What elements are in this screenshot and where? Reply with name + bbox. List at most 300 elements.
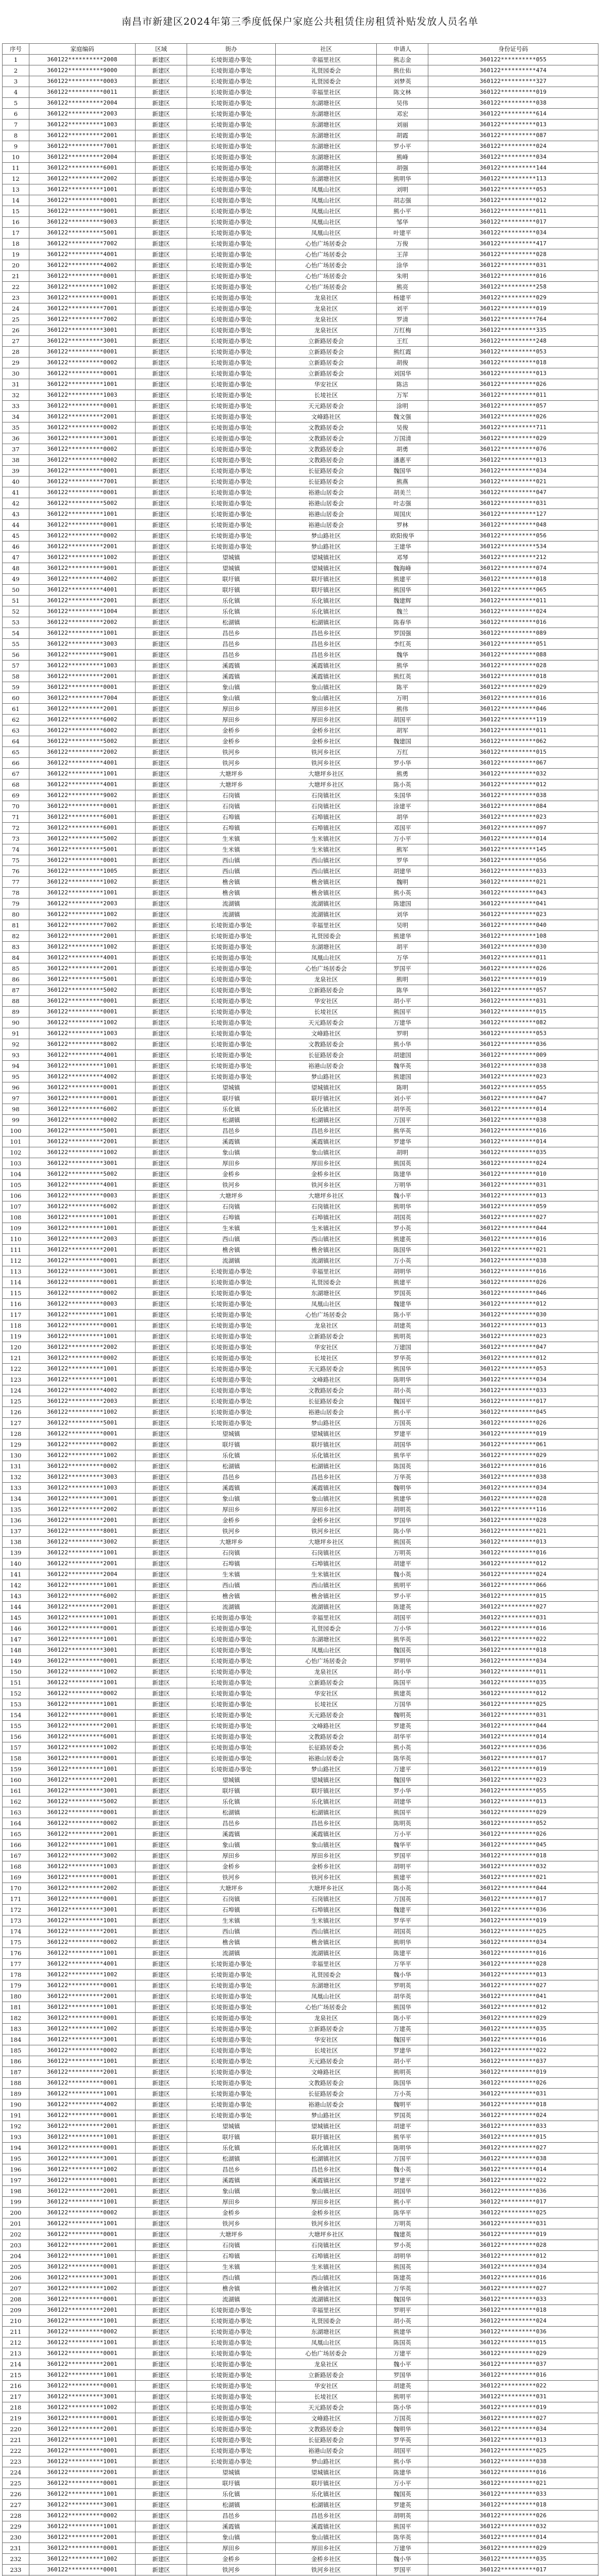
cell-applicant: 邹华 — [377, 217, 428, 228]
cell-id-number: 360122**********258 — [428, 282, 598, 293]
cell-index: 92 — [3, 1039, 29, 1050]
cell-community: 裕港山居委会 — [276, 1407, 377, 1418]
cell-community: 樵舍镇社区 — [276, 877, 377, 888]
cell-family-code: 360122**********3001 — [29, 1494, 136, 1504]
cell-family-code — [29, 2575, 136, 2576]
cell-community: 龙泉社区 — [276, 974, 377, 985]
cell-district: 新建区 — [136, 2121, 187, 2132]
cell-subdistrict: 象山镇 — [187, 2532, 276, 2543]
cell-family-code: 360122**********3002 — [29, 1537, 136, 1548]
cell-district: 新建区 — [136, 1234, 187, 1245]
cell-index: 119 — [3, 1331, 29, 1342]
table-row — [3, 1396, 598, 1407]
cell-district: 新建区 — [136, 2511, 187, 2521]
cell-district: 新建区 — [136, 996, 187, 1007]
cell-applicant: 魏小平 — [377, 1191, 428, 1201]
cell-applicant: 万小英 — [377, 2089, 428, 2099]
cell-id-number: 360122**********028 — [428, 1494, 598, 1504]
table-row — [3, 1742, 598, 1753]
table-row — [3, 2208, 598, 2218]
cell-id-number: 360122**********015 — [428, 1591, 598, 1602]
cell-index: 153 — [3, 1699, 29, 1710]
cell-community: 梦山路社区 — [276, 541, 377, 552]
cell-community: 东湖塘社区 — [276, 942, 377, 953]
cell-community: 龙泉社区 — [276, 314, 377, 325]
cell-id-number: 360122**********016 — [428, 2273, 598, 2283]
cell-applicant: 李红英 — [377, 639, 428, 650]
cell-index: 233 — [3, 2565, 29, 2575]
cell-community: 凤凰山社区 — [276, 953, 377, 963]
cell-id-number: 360122**********015 — [428, 2337, 598, 2348]
cell-index: 49 — [3, 574, 29, 585]
cell-applicant: 朱国华 — [377, 790, 428, 801]
cell-index: 134 — [3, 1494, 29, 1504]
cell-id-number: 360122**********024 — [428, 2316, 598, 2327]
cell-district: 新建区 — [136, 1450, 187, 1461]
cell-index: 77 — [3, 877, 29, 888]
table-row — [3, 2392, 598, 2402]
cell-family-code: 360122**********6001 — [29, 823, 136, 834]
cell-applicant: 罗建英 — [377, 2500, 428, 2511]
cell-community: 裕港山居委会 — [276, 509, 377, 520]
cell-index: 19 — [3, 249, 29, 260]
cell-subdistrict: 长堎街道办事处 — [187, 1970, 276, 1980]
cell-subdistrict: 长堎街道办事处 — [187, 466, 276, 477]
cell-district: 新建区 — [136, 2035, 187, 2045]
cell-family-code: 360122**********8002 — [29, 1039, 136, 1050]
cell-index: 96 — [3, 1082, 29, 1093]
cell-index: 216 — [3, 2381, 29, 2392]
cell-applicant: 罗华英 — [377, 2435, 428, 2446]
cell-index: 201 — [3, 2218, 29, 2229]
cell-id-number: 360122**********029 — [428, 2348, 598, 2359]
cell-district: 新建区 — [136, 2067, 187, 2078]
cell-id-number: 360122**********016 — [428, 1126, 598, 1137]
cell-index: 81 — [3, 920, 29, 931]
cell-family-code: 360122**********1001 — [29, 1548, 136, 1558]
cell-family-code: 360122**********1001 — [29, 1212, 136, 1223]
cell-subdistrict: 生米镇 — [187, 1223, 276, 1234]
cell-index: 174 — [3, 1926, 29, 1937]
cell-family-code: 360122**********2001 — [29, 1602, 136, 1613]
cell-district: 新建区 — [136, 2164, 187, 2175]
cell-family-code: 360122**********1001 — [29, 1613, 136, 1623]
cell-subdistrict: 长堎街道办事处 — [187, 2446, 276, 2456]
cell-id-number: 360122**********031 — [428, 2089, 598, 2099]
cell-community: 生米镇社区 — [276, 1916, 377, 1926]
cell-id-number: 360122**********016 — [428, 1461, 598, 1472]
cell-index: 95 — [3, 1072, 29, 1082]
cell-applicant: 罗建华 — [377, 2045, 428, 2056]
cell-index: 129 — [3, 1439, 29, 1450]
table-row — [3, 1591, 598, 1602]
cell-index: 210 — [3, 2316, 29, 2327]
cell-id-number: 360122**********033 — [428, 866, 598, 877]
cell-id-number: 360122**********025 — [428, 2208, 598, 2218]
cell-id-number: 360122**********018 — [428, 2099, 598, 2110]
cell-district: 新建区 — [136, 2132, 187, 2143]
cell-community: 裕港山居委会 — [276, 2099, 377, 2110]
cell-subdistrict: 长堎街道办事处 — [187, 1028, 276, 1039]
table-row — [3, 628, 598, 639]
cell-applicant: 罗华 — [377, 855, 428, 866]
cell-id-number: 360122**********764 — [428, 314, 598, 325]
table-row — [3, 1429, 598, 1439]
cell-family-code: 360122**********0001 — [29, 1093, 136, 1104]
cell-id-number: 360122**********019 — [428, 1916, 598, 1926]
cell-applicant: 熊国华 — [377, 1364, 428, 1375]
table-row — [3, 1212, 598, 1223]
cell-subdistrict: 长堎街道办事处 — [187, 2381, 276, 2392]
cell-subdistrict: 长堎街道办事处 — [187, 1407, 276, 1418]
cell-index: 30 — [3, 368, 29, 379]
cell-id-number: 360122**********065 — [428, 585, 598, 596]
cell-family-code: 360122**********2001 — [29, 1558, 136, 1569]
table-row — [3, 660, 598, 671]
table-row — [3, 1797, 598, 1807]
cell-subdistrict: 长堎街道办事处 — [187, 1645, 276, 1656]
cell-subdistrict: 昌邑乡 — [187, 2511, 276, 2521]
cell-subdistrict: 联圩镇 — [187, 2478, 276, 2489]
cell-id-number: 360122**********016 — [428, 693, 598, 704]
table-row — [3, 1623, 598, 1634]
cell-applicant: 胡建平 — [377, 2121, 428, 2132]
cell-district: 新建区 — [136, 401, 187, 412]
cell-district: 新建区 — [136, 1667, 187, 1677]
cell-community: 石埠镇社区 — [276, 1558, 377, 1569]
cell-district: 新建区 — [136, 509, 187, 520]
table-row — [3, 2532, 598, 2543]
cell-community: 心怡广场居委会 — [276, 2348, 377, 2359]
cell-community: 东湖塘社区 — [276, 152, 377, 163]
cell-community: 樵舍镇社区 — [276, 1591, 377, 1602]
cell-applicant: 陈明华 — [377, 1375, 428, 1385]
table-row — [3, 2024, 598, 2035]
cell-index: 83 — [3, 942, 29, 953]
cell-district: 新建区 — [136, 2359, 187, 2370]
cell-district: 新建区 — [136, 823, 187, 834]
cell-index: 231 — [3, 2543, 29, 2554]
table-row — [3, 433, 598, 444]
table-row — [3, 2478, 598, 2489]
cell-id-number: 360122**********038 — [428, 1115, 598, 1126]
cell-id-number: 360122**********036 — [428, 1039, 598, 1050]
cell-index: 229 — [3, 2521, 29, 2532]
cell-community: 长堎社区 — [276, 1353, 377, 1364]
cell-subdistrict: 长堎街道办事处 — [187, 141, 276, 152]
cell-id-number: 360122**********074 — [428, 563, 598, 574]
cell-id-number: 360122**********027 — [428, 2413, 598, 2424]
cell-family-code: 360122**********1001 — [29, 1948, 136, 1959]
cell-family-code: 360122**********1001 — [29, 2056, 136, 2067]
cell-district: 新建区 — [136, 1201, 187, 1212]
cell-district: 新建区 — [136, 1180, 187, 1191]
cell-community: 长征路居委会 — [276, 477, 377, 487]
cell-family-code: 360122**********0011 — [29, 87, 136, 98]
cell-district: 新建区 — [136, 2110, 187, 2121]
cell-subdistrict: 长堎街道办事处 — [187, 206, 276, 217]
cell-subdistrict: 长堎街道办事处 — [187, 2067, 276, 2078]
cell-family-code: 360122**********1001 — [29, 2316, 136, 2327]
cell-community: 厚田乡社区 — [276, 1504, 377, 1515]
cell-family-code: 360122**********0001 — [29, 2110, 136, 2121]
cell-applicant: 陈华 — [377, 985, 428, 996]
table-row — [3, 2035, 598, 2045]
cell-index: 82 — [3, 931, 29, 942]
cell-applicant: 熊仕佑 — [377, 65, 428, 76]
cell-id-number: 360122**********028 — [428, 1959, 598, 1970]
cell-index: 215 — [3, 2370, 29, 2381]
cell-subdistrict: 长堎街道办事处 — [187, 260, 276, 271]
cell-index: 165 — [3, 1829, 29, 1840]
table-row — [3, 1959, 598, 1970]
cell-family-code: 360122**********3001 — [29, 433, 136, 444]
cell-id-number: 360122**********010 — [428, 1169, 598, 1180]
cell-index: 75 — [3, 855, 29, 866]
cell-family-code: 360122**********0001 — [29, 1429, 136, 1439]
cell-index: 135 — [3, 1504, 29, 1515]
cell-district: 新建区 — [136, 1310, 187, 1320]
table-row — [3, 1861, 598, 1872]
cell-family-code: 360122**********1001 — [29, 2370, 136, 2381]
cell-id-number: 360122**********045 — [428, 1407, 598, 1418]
cell-id-number: 360122**********013 — [428, 1537, 598, 1548]
cell-district: 新建区 — [136, 779, 187, 790]
cell-subdistrict: 长堎街道办事处 — [187, 55, 276, 65]
cell-district: 新建区 — [136, 2435, 187, 2446]
cell-applicant: 熊小英 — [377, 1742, 428, 1753]
table-row — [3, 1277, 598, 1288]
cell-id-number: 360122**********061 — [428, 1439, 598, 1450]
cell-applicant: 陈建华 — [377, 1169, 428, 1180]
cell-index: 5 — [3, 98, 29, 109]
cell-community: 松湖镇社区 — [276, 617, 377, 628]
cell-district: 新建区 — [136, 1461, 187, 1472]
cell-id-number: 360122**********037 — [428, 2056, 598, 2067]
cell-id-number: 360122**********013 — [428, 1797, 598, 1807]
cell-id-number: 360122**********046 — [428, 1288, 598, 1299]
cell-subdistrict: 金桥乡 — [187, 725, 276, 736]
cell-community: 华安社区 — [276, 2381, 377, 2392]
table-row — [3, 942, 598, 953]
cell-district: 新建区 — [136, 141, 187, 152]
cell-family-code: 360122**********1002 — [29, 877, 136, 888]
cell-family-code: 360122**********0002 — [29, 444, 136, 455]
cell-family-code: 360122**********2001 — [29, 2424, 136, 2435]
cell-community: 心怡广场居委会 — [276, 2002, 377, 2013]
cell-community: 金桥乡社区 — [276, 736, 377, 747]
cell-applicant: 陈小英 — [377, 1883, 428, 1894]
cell-community: 松湖镇社区 — [276, 2500, 377, 2511]
cell-subdistrict: 象山镇 — [187, 693, 276, 704]
cell-subdistrict: 长堎街道办事处 — [187, 509, 276, 520]
cell-subdistrict: 铁河乡 — [187, 1180, 276, 1191]
cell-community: 厚田乡社区 — [276, 2543, 377, 2554]
cell-id-number: 360122**********027 — [428, 1602, 598, 1613]
cell-family-code: 360122**********3001 — [29, 325, 136, 336]
cell-community: 联圩镇社区 — [276, 1439, 377, 1450]
cell-community: 心怡广场居委会 — [276, 271, 377, 282]
cell-district: 新建区 — [136, 639, 187, 650]
cell-subdistrict: 长堎街道办事处 — [187, 2056, 276, 2067]
cell-family-code: 360122**********1001 — [29, 1916, 136, 1926]
cell-index: 22 — [3, 282, 29, 293]
cell-district: 新建区 — [136, 239, 187, 249]
table-row — [3, 2327, 598, 2337]
cell-id-number: 360122**********034 — [428, 2424, 598, 2435]
cell-id-number: 360122**********016 — [428, 1548, 598, 1558]
cell-subdistrict: 厚田乡 — [187, 2197, 276, 2208]
cell-id-number: 360122**********011 — [428, 390, 598, 401]
cell-district: 新建区 — [136, 552, 187, 563]
cell-district: 新建区 — [136, 2251, 187, 2262]
table-row — [3, 1147, 598, 1158]
cell-subdistrict: 松湖镇 — [187, 617, 276, 628]
cell-family-code: 360122**********0001 — [29, 2143, 136, 2154]
cell-applicant: 陈文林 — [377, 87, 428, 98]
table-row — [3, 2251, 598, 2262]
cell-community: 长堎社区 — [276, 390, 377, 401]
cell-applicant: 熊红霞 — [377, 347, 428, 358]
table-row — [3, 541, 598, 552]
cell-id-number: 360122**********019 — [428, 1764, 598, 1775]
cell-id-number: 360122**********031 — [428, 498, 598, 509]
table-row — [3, 2521, 598, 2532]
cell-id-number: 360122**********087 — [428, 130, 598, 141]
cell-subdistrict: 长堎街道办事处 — [187, 920, 276, 931]
cell-community: 文峰路社区 — [276, 1721, 377, 1732]
cell-applicant: 魏明华 — [377, 1483, 428, 1494]
cell-community: 心怡广场居委会 — [276, 963, 377, 974]
cell-family-code: 360122**********1001 — [29, 1580, 136, 1591]
cell-index: 120 — [3, 1342, 29, 1353]
cell-district: 新建区 — [136, 1688, 187, 1699]
cell-community: 梦山路社区 — [276, 1072, 377, 1082]
cell-index: 11 — [3, 163, 29, 174]
cell-family-code: 360122**********0001 — [29, 2348, 136, 2359]
cell-community: 望城镇社区 — [276, 2121, 377, 2132]
cell-family-code: 360122**********2001 — [29, 1829, 136, 1840]
cell-subdistrict: 长堎街道办事处 — [187, 2045, 276, 2056]
cell-family-code: 360122**********1001 — [29, 379, 136, 390]
cell-index: 21 — [3, 271, 29, 282]
cell-index: 170 — [3, 1883, 29, 1894]
cell-id-number: 360122**********012 — [428, 1688, 598, 1699]
table-row — [3, 531, 598, 541]
cell-index: 127 — [3, 1418, 29, 1429]
table-row — [3, 877, 598, 888]
table-row — [3, 1851, 598, 1861]
cell-community: 裕港山居委会 — [276, 1061, 377, 1072]
cell-index: 150 — [3, 1667, 29, 1677]
table-row — [3, 314, 598, 325]
cell-applicant: 熊伟 — [377, 704, 428, 715]
cell-community: 生米镇社区 — [276, 1223, 377, 1234]
cell-family-code: 360122**********0002 — [29, 2045, 136, 2056]
cell-id-number: 360122**********024 — [428, 1569, 598, 1580]
cell-subdistrict: 松湖镇 — [187, 2500, 276, 2511]
cell-district: 新建区 — [136, 2175, 187, 2186]
cell-district: 新建区 — [136, 87, 187, 98]
cell-subdistrict: 铁河乡 — [187, 758, 276, 769]
cell-family-code: 360122**********0001 — [29, 2478, 136, 2489]
cell-community: 厚田乡社区 — [276, 2197, 377, 2208]
cell-community: 长征路居委会 — [276, 2089, 377, 2099]
cell-community: 东湖塘社区 — [276, 163, 377, 174]
table-row — [3, 1677, 598, 1688]
cell-district: 新建区 — [136, 1126, 187, 1137]
cell-community: 长堎社区 — [276, 2045, 377, 2056]
cell-index: 160 — [3, 1775, 29, 1786]
cell-family-code: 360122**********0001 — [29, 2294, 136, 2305]
table-row — [3, 606, 598, 617]
cell-id-number: 360122**********017 — [428, 2565, 598, 2575]
cell-district: 新建区 — [136, 184, 187, 195]
cell-family-code: 360122**********2001 — [29, 2467, 136, 2478]
table-row — [3, 65, 598, 76]
cell-applicant: 魏建英 — [377, 2229, 428, 2240]
cell-family-code: 360122**********6001 — [29, 163, 136, 174]
cell-family-code: 360122**********9001 — [29, 563, 136, 574]
cell-applicant: 万建华 — [377, 1018, 428, 1028]
cell-id-number: 360122**********013 — [428, 368, 598, 379]
table-row — [3, 163, 598, 174]
cell-family-code: 360122**********5001 — [29, 228, 136, 239]
cell-index: 139 — [3, 1548, 29, 1558]
cell-applicant: 陈华英 — [377, 1753, 428, 1764]
cell-subdistrict: 长堎街道办事处 — [187, 2024, 276, 2035]
cell-index: 181 — [3, 2002, 29, 2013]
cell-subdistrict: 乐化镇 — [187, 2489, 276, 2500]
cell-family-code: 360122**********4001 — [29, 249, 136, 260]
cell-community: 石埠镇社区 — [276, 812, 377, 823]
cell-subdistrict: 厚田乡 — [187, 704, 276, 715]
table-row — [3, 1375, 598, 1385]
table-row — [3, 1256, 598, 1266]
cell-index: 64 — [3, 736, 29, 747]
cell-subdistrict: 联圩镇 — [187, 1786, 276, 1797]
cell-community: 心怡广场居委会 — [276, 282, 377, 293]
cell-community: 象山镇社区 — [276, 1494, 377, 1504]
cell-community: 联圩镇社区 — [276, 1093, 377, 1104]
cell-community: 文教路居委会 — [276, 433, 377, 444]
cell-subdistrict: 生米镇 — [187, 1916, 276, 1926]
cell-district: 新建区 — [136, 1926, 187, 1937]
table-row — [3, 1115, 598, 1126]
cell-index: 225 — [3, 2478, 29, 2489]
cell-district: 新建区 — [136, 2402, 187, 2413]
cell-district: 新建区 — [136, 1147, 187, 1158]
cell-family-code: 360122**********1003 — [29, 1483, 136, 1494]
cell-id-number: 360122**********016 — [428, 1948, 598, 1959]
cell-subdistrict: 长堎街道办事处 — [187, 98, 276, 109]
cell-community: 文峰路社区 — [276, 412, 377, 422]
cell-id-number: 360122**********014 — [428, 2164, 598, 2175]
cell-district: 新建区 — [136, 120, 187, 130]
cell-subdistrict: 望城镇 — [187, 2121, 276, 2132]
cell-subdistrict: 长堎街道办事处 — [187, 1266, 276, 1277]
cell-community: 大塘坪乡社区 — [276, 1191, 377, 1201]
cell-district: 新建区 — [136, 455, 187, 466]
cell-id-number: 360122**********057 — [428, 401, 598, 412]
table-row — [3, 1515, 598, 1526]
cell-family-code: 360122**********3001 — [29, 1158, 136, 1169]
cell-family-code: 360122**********9002 — [29, 790, 136, 801]
cell-applicant: 魏小英 — [377, 1569, 428, 1580]
cell-index: 51 — [3, 596, 29, 606]
cell-subdistrict: 生米镇 — [187, 2262, 276, 2273]
cell-id-number: 360122**********053 — [428, 1364, 598, 1375]
